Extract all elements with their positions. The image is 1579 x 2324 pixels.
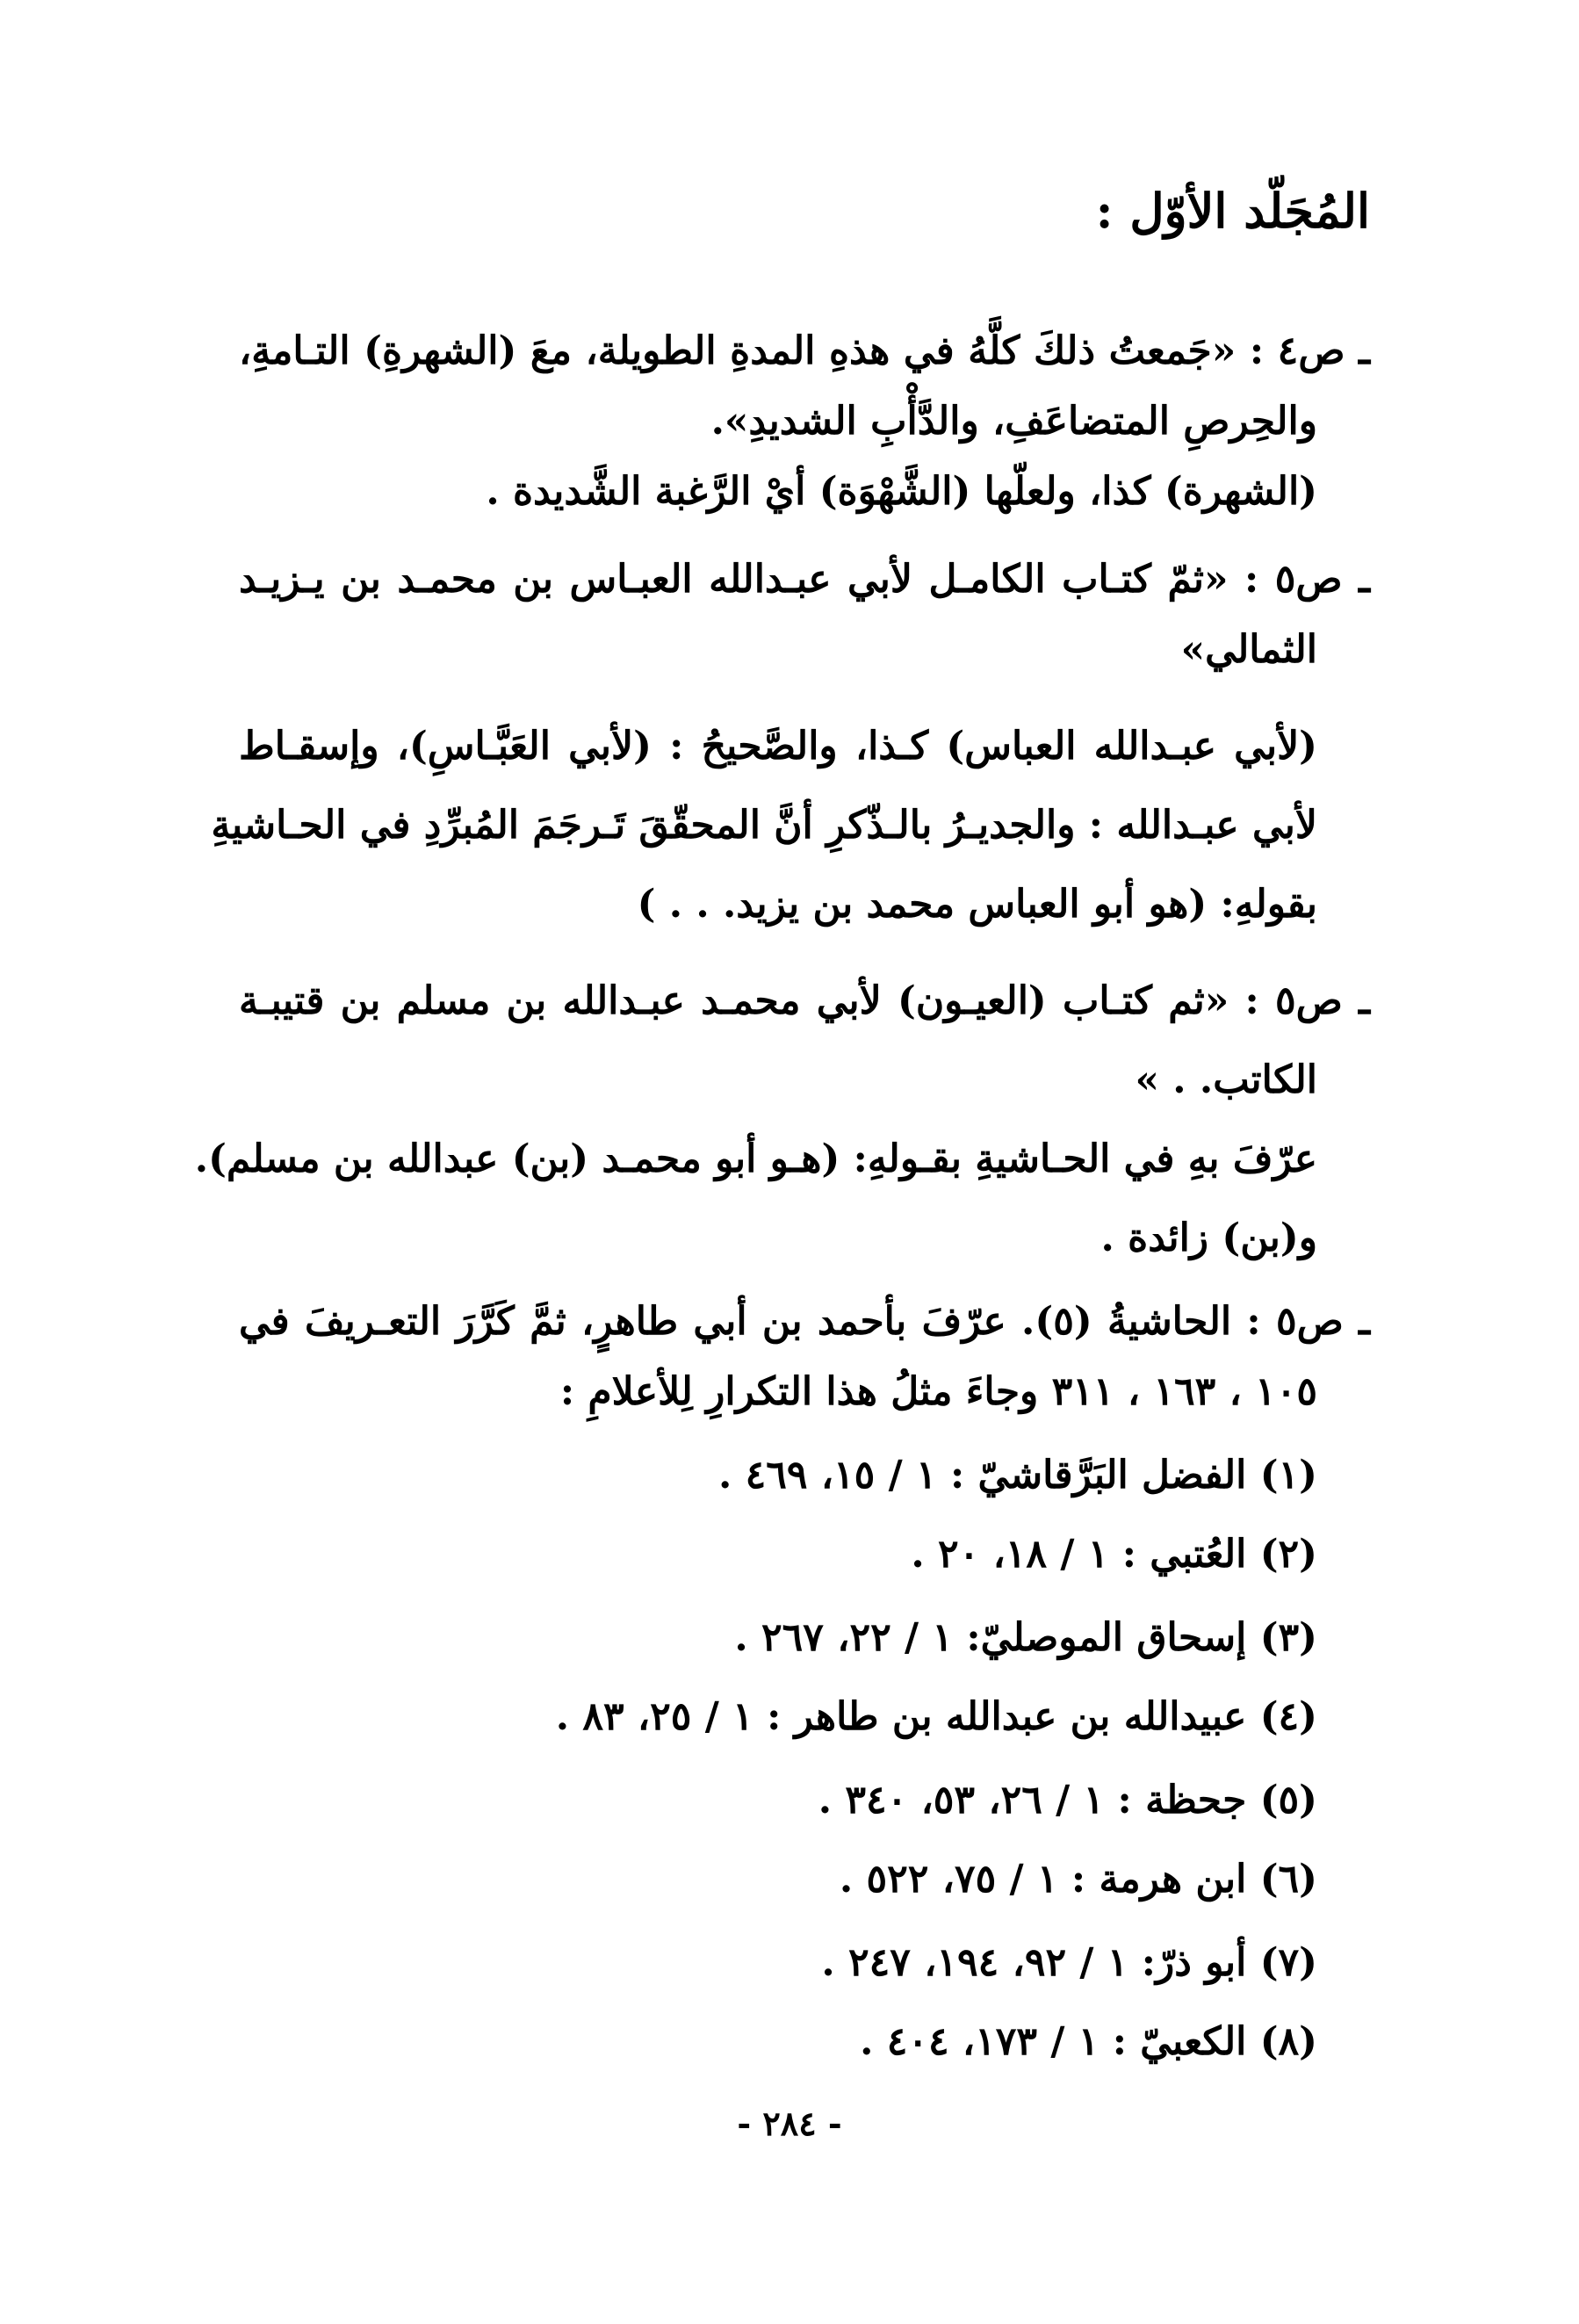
entry-2-line-3: (لأبي عبـدالله العباس) كـذا، والصَّحيحُ : (لأبي العَبَّـاسِ)، وإسقـاط xyxy=(239,724,1317,769)
entry-2-line-5: بقولهِ: (هو أبو العباس محمد بن يزيد. . . ) xyxy=(637,882,1317,927)
page-heading: المُجَلّد الأوّل : xyxy=(1095,183,1370,239)
entry-1-line-3: (الشهرة) كذا، ولعلّها (الشَّهْوَة) أيْ الرَّغبة الشَّديدة . xyxy=(486,469,1317,514)
list-item-4: (٤) عبيدالله بن عبدالله بن طاهر : ١ / ٢٥، ٨٣ . xyxy=(555,1694,1317,1739)
list-item-8: (٨) الكعبيّ : ١ / ١٧٣، ٤٠٤ . xyxy=(860,2019,1317,2064)
entry-3-line-3: عرّفَ بهِ في الحـاشيةِ بقـولهِ: (هـو أبو محمـد (بن) عبدالله بن مسلم). xyxy=(194,1137,1317,1181)
list-item-7: (٧) أبو ذرّ: ١ / ٩٢، ١٩٤، ٢٤٧ . xyxy=(821,1940,1317,1985)
entry-1-line-2: والحِرصِ المتضاعَفِ، والدَّأْبِ الشديدِ». xyxy=(710,399,1317,444)
entry-2-line-4: لأبي عبـدالله : والجديـرُ بالـذّكرِ أنَّ المحقّقَ تَـرجَمَ المُبرِّدِ في الحـاشيةِ xyxy=(211,803,1317,848)
list-item-5: (٥) جحظة : ١ / ٢٦، ٥٣، ٣٤٠ . xyxy=(818,1778,1317,1822)
list-item-2: (٢) العُتبي : ١ / ١٨، ٢٠ . xyxy=(911,1532,1317,1577)
entry-4-line-2: ١٠٥ ، ١٦٣ ، ٣١١ وجاءَ مثلُ هذا التكرارِ لِلأعلامِ : xyxy=(559,1369,1317,1414)
entry-1-line-1: ـ ص٤ : «جَمعتُ ذلكَ كلَّهُ في هذهِ المدةِ الطويلة، معَ (الشهرةِ) التـامةِ، xyxy=(239,328,1371,373)
entry-2-line-2: الثمالي» xyxy=(1180,627,1317,672)
entry-2-line-1: ـ ص٥ : «ثمّ كتـاب الكامـل لأبي عبـدالله العبـاس بن محمـد بن يـزيـد xyxy=(239,557,1370,602)
list-item-1: (١) الفضل البَرَّقاشيّ : ١ / ١٥، ٤٦٩ . xyxy=(717,1453,1317,1498)
page-number: - ٢٨٤ - xyxy=(737,2104,842,2143)
entry-3-line-2: الكاتب. . » xyxy=(1135,1057,1317,1102)
entry-3-line-4: و(بن) زائدة . xyxy=(1100,1216,1317,1260)
entry-3-line-1: ـ ص٥ : «ثم كتـاب (العيـون) لأبي محمـد عبـدالله بن مسلم بن قتيبـة xyxy=(239,978,1371,1023)
list-item-3: (٣) إسحاق الموصليّ: ١ / ٢٢، ٢٦٧ . xyxy=(734,1615,1317,1660)
entry-4-line-1: ـ ص٥ : الحاشيةُ (٥). عرّفَ بأحمد بن أبي طاهرٍ، ثمَّ كَرَّرَ التعـريفَ في xyxy=(239,1299,1370,1344)
list-item-6: (٦) ابن هرمة : ١ / ٧٥، ٥٢٢ . xyxy=(839,1857,1317,1902)
